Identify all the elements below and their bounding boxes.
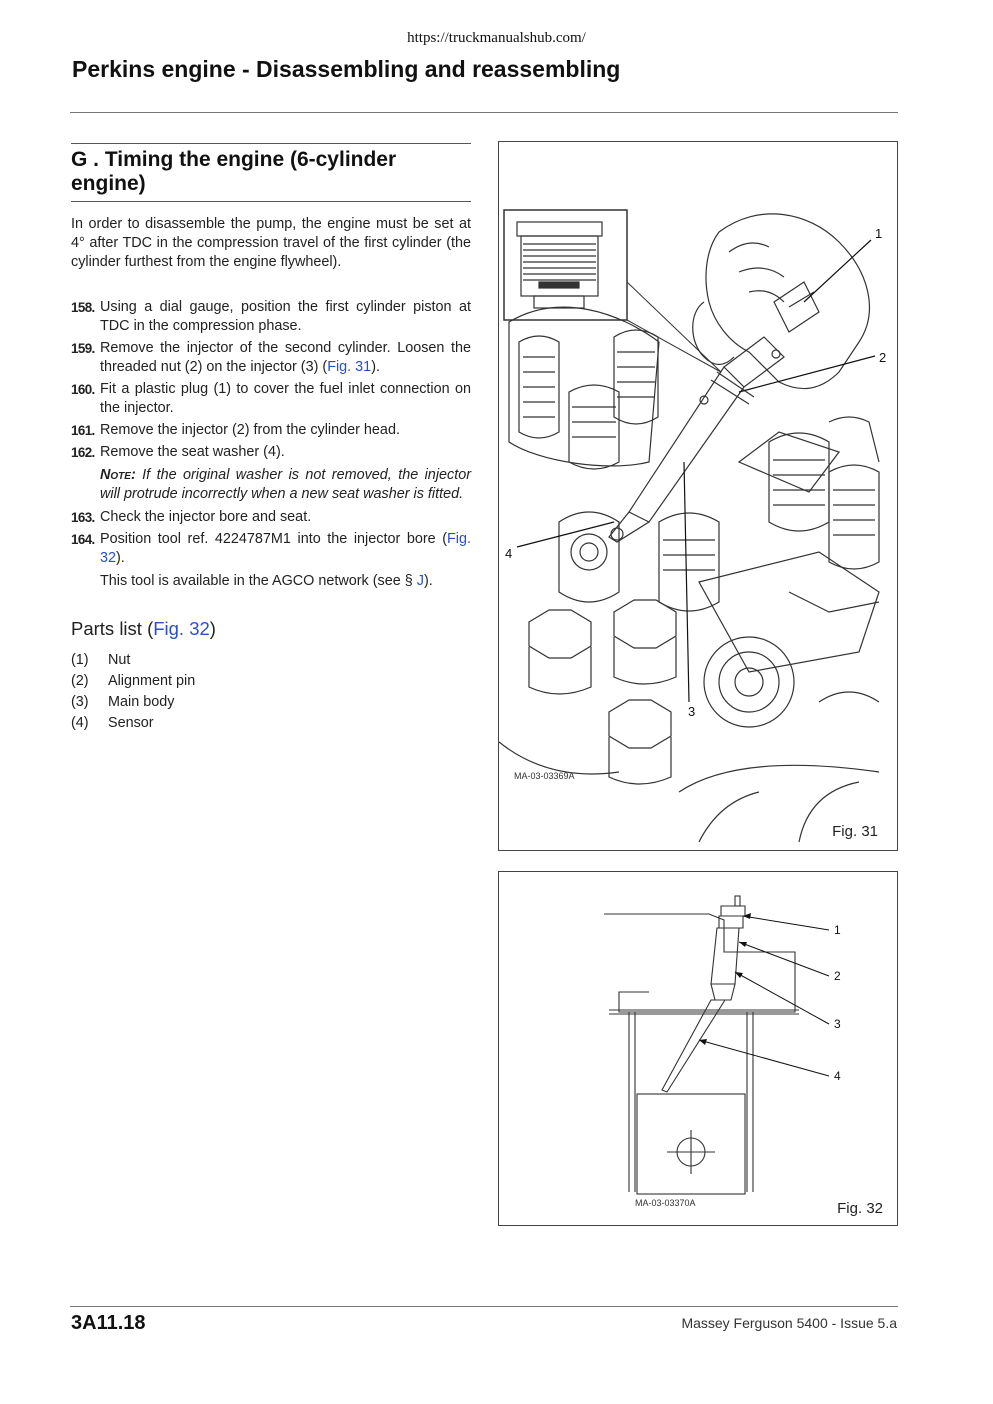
part-number: (2): [71, 673, 89, 689]
section-j-link[interactable]: J: [416, 573, 424, 589]
part-label: Alignment pin: [108, 673, 196, 689]
step-number: 164.: [71, 532, 95, 547]
fig-32-link[interactable]: Fig. 32: [100, 531, 471, 566]
part-number: (4): [71, 715, 89, 731]
figure-code: MA-03-03370A: [635, 1198, 696, 1208]
callout-4: 4: [834, 1069, 841, 1083]
step-number: 158.: [71, 300, 95, 315]
step-163: [71, 508, 471, 527]
parts-title-text: ): [209, 618, 216, 639]
figure-31: [498, 141, 898, 851]
parts-list-item: [71, 692, 471, 713]
parts-list-item: [71, 671, 471, 692]
figure-caption: Fig. 32: [837, 1200, 883, 1217]
step-text: Remove the injector (2) from the cylinder head.: [100, 422, 400, 438]
step-158: [71, 298, 471, 336]
step-162: [71, 443, 471, 462]
step-text: Remove the seat washer (4).: [100, 444, 285, 460]
section-title: G . Timing the engine (6-cylinder engine): [71, 143, 471, 202]
part-label: Nut: [108, 652, 131, 668]
step-164: [71, 530, 471, 568]
part-label: Sensor: [108, 715, 154, 731]
callout-2: 2: [879, 350, 887, 365]
step-number: 161.: [71, 423, 95, 438]
step-text: Check the injector bore and seat.: [100, 509, 312, 525]
step-159: [71, 339, 471, 377]
callout-1: 1: [834, 923, 841, 937]
section-intro: In order to disassemble the pump, the engine must be set at 4° after TDC in the compression travel of the first cylinder (the cylinder furthest from the engine flywheel).: [71, 216, 471, 270]
step-text: Using a dial gauge, position the first cylinder piston at TDC in the compression phase.: [100, 299, 471, 334]
footer-rule: [70, 1306, 898, 1307]
tool-positioning-illustration: [499, 872, 897, 1225]
publication-info: Massey Ferguson 5400 - Issue 5.a: [681, 1315, 897, 1331]
parts-list-title: [71, 619, 471, 638]
tool-note-text: This tool is available in the AGCO network (see §: [100, 573, 417, 589]
step-text-part: Position tool ref. 4224787M1 into the injector bore (: [100, 531, 447, 547]
step-161: [71, 421, 471, 440]
note: [100, 466, 471, 504]
parts-list-item: [71, 713, 471, 734]
parts-list-item: [71, 650, 471, 671]
figure-caption: Fig. 31: [832, 823, 878, 840]
step-text-part: ).: [371, 359, 380, 375]
step-text: Fit a plastic plug (1) to cover the fuel inlet connection on the injector.: [100, 381, 471, 416]
step-number: 162.: [71, 445, 95, 460]
page-title: Perkins engine - Disassembling and reassembling: [72, 56, 621, 82]
callout-1: 1: [875, 226, 883, 241]
note-text: If the original washer is not removed, the injector will protrude incorrectly when a new seat washer is fitted.: [100, 467, 472, 502]
callout-4: 4: [505, 546, 513, 561]
tool-note-text: ).: [423, 573, 433, 589]
source-url[interactable]: https://truckmanualshub.com/: [407, 30, 586, 46]
header-rule: [70, 112, 898, 113]
step-number: 159.: [71, 341, 95, 356]
step-text-part: Remove the injector of the second cylinder. Loosen the threaded nut (2) on the injector (3) (: [100, 340, 471, 375]
step-number: 163.: [71, 510, 95, 525]
page-code: 3A11.18: [71, 1312, 146, 1334]
part-label: Main body: [108, 694, 175, 710]
callout-3: 3: [834, 1017, 841, 1031]
callout-3: 3: [688, 704, 696, 719]
left-column: [71, 143, 471, 734]
step-160: [71, 380, 471, 418]
step-text: [100, 339, 471, 377]
step-number: 160.: [71, 382, 95, 397]
injector-removal-illustration: [499, 142, 897, 850]
note-label: Note:: [100, 467, 136, 483]
parts-title-text: Parts list (: [71, 618, 154, 639]
step-text: [100, 530, 471, 568]
figure-32: [498, 871, 898, 1226]
part-number: (1): [71, 652, 89, 668]
callout-2: 2: [834, 969, 841, 983]
figure-code: MA-03-03369A: [514, 771, 575, 781]
fig-31-link[interactable]: Fig. 31: [327, 359, 372, 375]
part-number: (3): [71, 694, 89, 710]
parts-fig-32-link[interactable]: Fig. 32: [153, 618, 210, 639]
tool-availability-note: [100, 572, 471, 591]
step-text-part: ).: [116, 550, 125, 566]
